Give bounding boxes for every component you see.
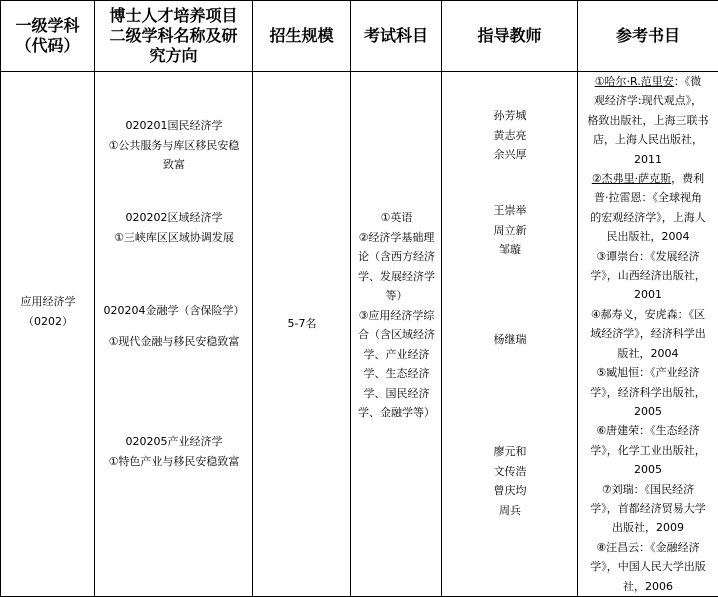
reference-author-link[interactable]: ①哈尔·R.范里安 (595, 75, 674, 88)
advisor-group: 王崇举 周立新 邹璇 (442, 201, 578, 260)
header-exam: 考试科目 (351, 1, 442, 72)
direction-code: 020204金融学（含保险学） (95, 301, 253, 321)
direction-item (95, 208, 253, 247)
direction-code: 020205产业经济学 (95, 432, 253, 452)
direction-item (95, 301, 253, 351)
reference-item (580, 72, 716, 169)
header-references: 参考书目 (578, 1, 718, 72)
reference-item: ④郝寿义，安虎森：《区 域经济学》，经济科学出 版社，2004 (580, 305, 716, 363)
reference-list (580, 72, 716, 596)
direction-code: 020202区域经济学 (95, 208, 253, 228)
reference-item: ③谭崇台：《发展经济 学》，山西经济出版社， 2001 (580, 247, 716, 305)
direction-code: 020201国民经济学 (95, 116, 253, 136)
discipline-cell (1, 72, 95, 597)
reference-item: ⑥唐建荣：《生态经济 学》，化学工业出版社， 2005 (580, 421, 716, 479)
reference-item: ⑦刘瑞：《国民经济 学》，首都经济贸易大学 出版社，2009 (580, 480, 716, 538)
reference-text: ，费利 普·拉雷恩：《全球视角 的宏观经济学》，上海人 民出版社，2004 (590, 172, 706, 243)
direction-detail: ①现代金融与移民安稳致富 (95, 332, 253, 352)
advisor-group: 孙芳城 黄志亮 余兴厚 (442, 106, 578, 165)
header-scale: 招生规模 (253, 1, 351, 72)
reference-text: ：《微 观经济学:现代观点》， 格致出版社，上海三联书 店，上海人民出版社， 2011 (588, 75, 709, 166)
header-program: 博士人才培养项目 二级学科名称及研 究方向 (95, 1, 253, 72)
data-row (1, 72, 718, 597)
exam-cell (351, 72, 442, 597)
advisors-cell (442, 72, 578, 597)
header-discipline: 一级学科 （代码） (1, 1, 95, 72)
reference-item: ⑤臧旭恒：《产业经济 学》，经济科学出版社， 2005 (580, 363, 716, 421)
header-row (1, 1, 718, 72)
header-advisors: 指导教师 (442, 1, 578, 72)
direction-item (95, 116, 253, 175)
scale-cell (253, 72, 351, 597)
advisor-group: 杨继瑞 (442, 330, 578, 350)
exam-subjects: ①英语 ②经济学基础理 论（含西方经济 学、发展经济学 等） ③应用经济学综 合（含区域经济 学、产业经济 学、生态经济 学、国民经济 学、金融学等） (353, 208, 440, 423)
direction-detail: ①三峡库区区域协调发展 (95, 228, 253, 248)
direction-detail: ①特色产业与移民安稳致富 (95, 452, 253, 472)
discipline-name: 应用经济学 （0202） (1, 292, 95, 331)
directions-cell (95, 72, 253, 597)
references-cell (578, 72, 718, 597)
reference-item (580, 169, 716, 247)
direction-detail: ①公共服务与库区移民安稳 致富 (95, 136, 253, 175)
reference-author-link[interactable]: ②杰弗里·萨克斯 (592, 172, 671, 185)
enrollment-scale: 5-7名 (253, 314, 351, 334)
direction-item (95, 432, 253, 471)
advisor-group: 廖元和 文传浩 曾庆均 周兵 (442, 442, 578, 520)
reference-item: ⑧汪昌云：《金融经济 学》，中国人民大学出版 社，2006 (580, 538, 716, 596)
